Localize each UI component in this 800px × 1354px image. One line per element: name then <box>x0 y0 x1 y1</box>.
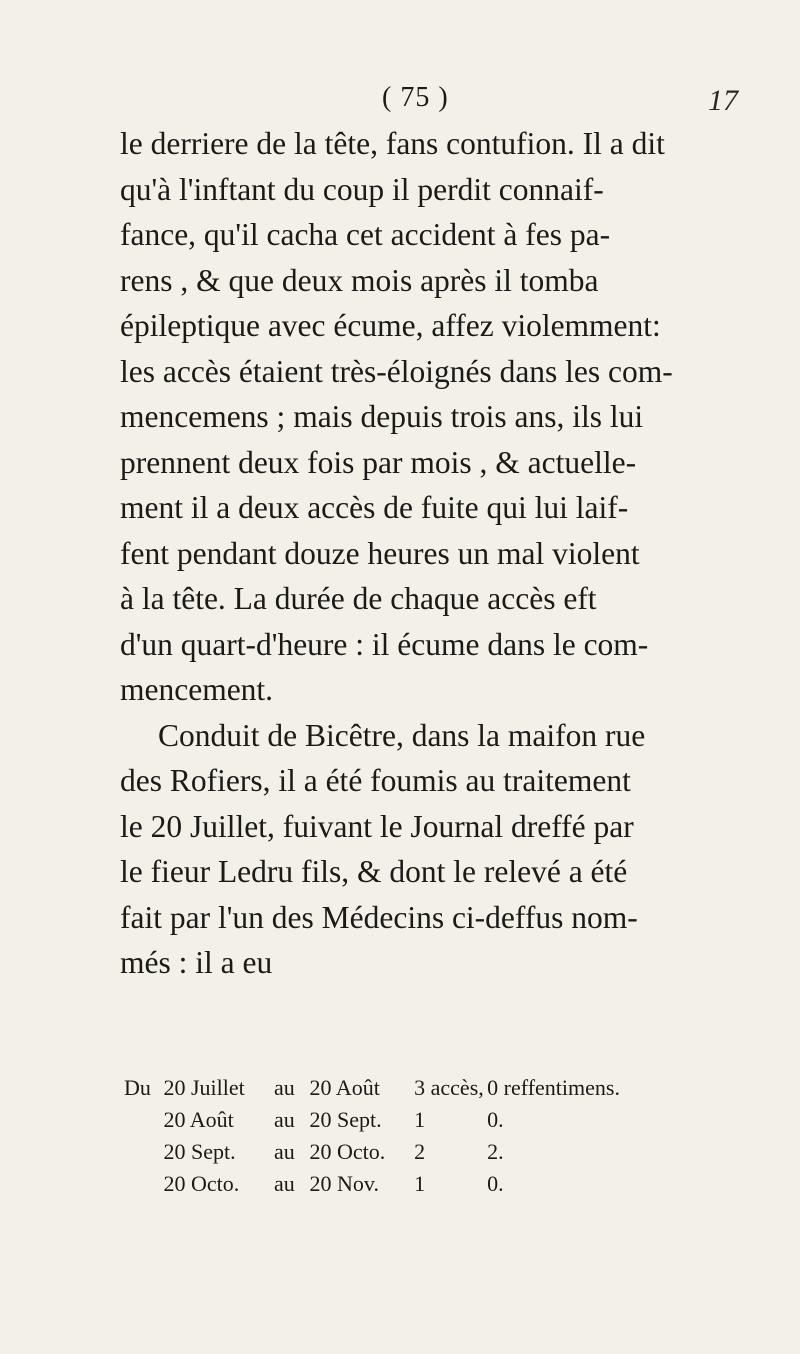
table-row <box>124 1136 724 1168</box>
text-line: Conduit de Bicêtre, dans la maifon rue <box>158 717 646 753</box>
table-row <box>124 1168 724 1200</box>
table-cell <box>124 1104 163 1136</box>
table-cell: 20 Sept. <box>309 1107 382 1132</box>
table-cell: au <box>274 1075 295 1100</box>
table-cell: 20 Juillet <box>163 1075 245 1100</box>
body-text <box>120 121 718 986</box>
text-line: les accès étaient très-éloignés dans les com- <box>120 353 673 389</box>
table-cell: 20 Août <box>309 1075 380 1100</box>
page-header <box>0 82 800 122</box>
text-line: fance, qu'il cacha cet accident à fes pa- <box>120 217 611 252</box>
text-line: qu'à l'inftant du coup il perdit connaif- <box>120 171 604 207</box>
text-line: mencemens ; mais depuis trois ans, ils lui <box>120 399 644 434</box>
text-line: més : il a eu <box>120 945 273 980</box>
text-line: des Rofiers, il a été foumis au traitement <box>120 763 631 798</box>
table-cell: 2 <box>414 1139 426 1164</box>
text-line: le derriere de la tête, fans contufion. Il a dit <box>120 126 665 161</box>
table-cell: 20 Octo. <box>163 1171 240 1196</box>
text-line: fent pendant douze heures un mal violent <box>120 535 640 571</box>
handwritten-page-mark: 17 <box>708 84 738 117</box>
table-cell: 20 Août <box>163 1107 234 1132</box>
table-cell <box>124 1168 163 1200</box>
table-cell: 0 reffentimens. <box>487 1075 620 1100</box>
table-cell: 20 Octo. <box>309 1139 386 1164</box>
table-cell: 1 <box>414 1171 426 1196</box>
text-line: prennent deux fois par mois , & actuelle- <box>120 444 637 480</box>
table-cell: 0. <box>487 1171 504 1196</box>
table-cell: 1 <box>414 1107 426 1132</box>
table-cell: 3 accès, <box>414 1075 484 1100</box>
seizure-table <box>124 1072 724 1200</box>
text-line: ment il a deux accès de fuite qui lui laif- <box>120 490 629 525</box>
text-line: fait par l'un des Médecins ci-deffus nom- <box>120 899 638 935</box>
table-cell: au <box>274 1107 295 1132</box>
table-cell: 0. <box>487 1107 504 1132</box>
table-cell: au <box>274 1171 295 1196</box>
paragraph-2 <box>120 713 718 986</box>
text-line: le 20 Juillet, fuivant le Journal dreffé par <box>120 808 634 844</box>
paragraph-1 <box>120 121 718 713</box>
table-cell <box>124 1136 163 1168</box>
table-cell: 20 Nov. <box>309 1171 379 1196</box>
table-row <box>124 1104 724 1136</box>
page-number: ( 75 ) <box>382 82 449 113</box>
text-line: épileptique avec écume, affez violemment: <box>120 308 661 343</box>
text-line: à la tête. La durée de chaque accès eft <box>120 581 597 616</box>
table-cell: au <box>274 1139 295 1164</box>
table-cell: 2. <box>487 1139 504 1164</box>
text-line: mencement. <box>120 672 274 707</box>
table-cell: 20 Sept. <box>163 1139 236 1164</box>
text-line: d'un quart-d'heure : il écume dans le com- <box>120 626 649 662</box>
table-cell: Du <box>124 1075 151 1100</box>
text-line: le fieur Ledru fils, & dont le relevé a été <box>120 854 628 889</box>
table-row <box>124 1072 724 1104</box>
text-line: rens , & que deux mois après il tomba <box>120 262 599 298</box>
